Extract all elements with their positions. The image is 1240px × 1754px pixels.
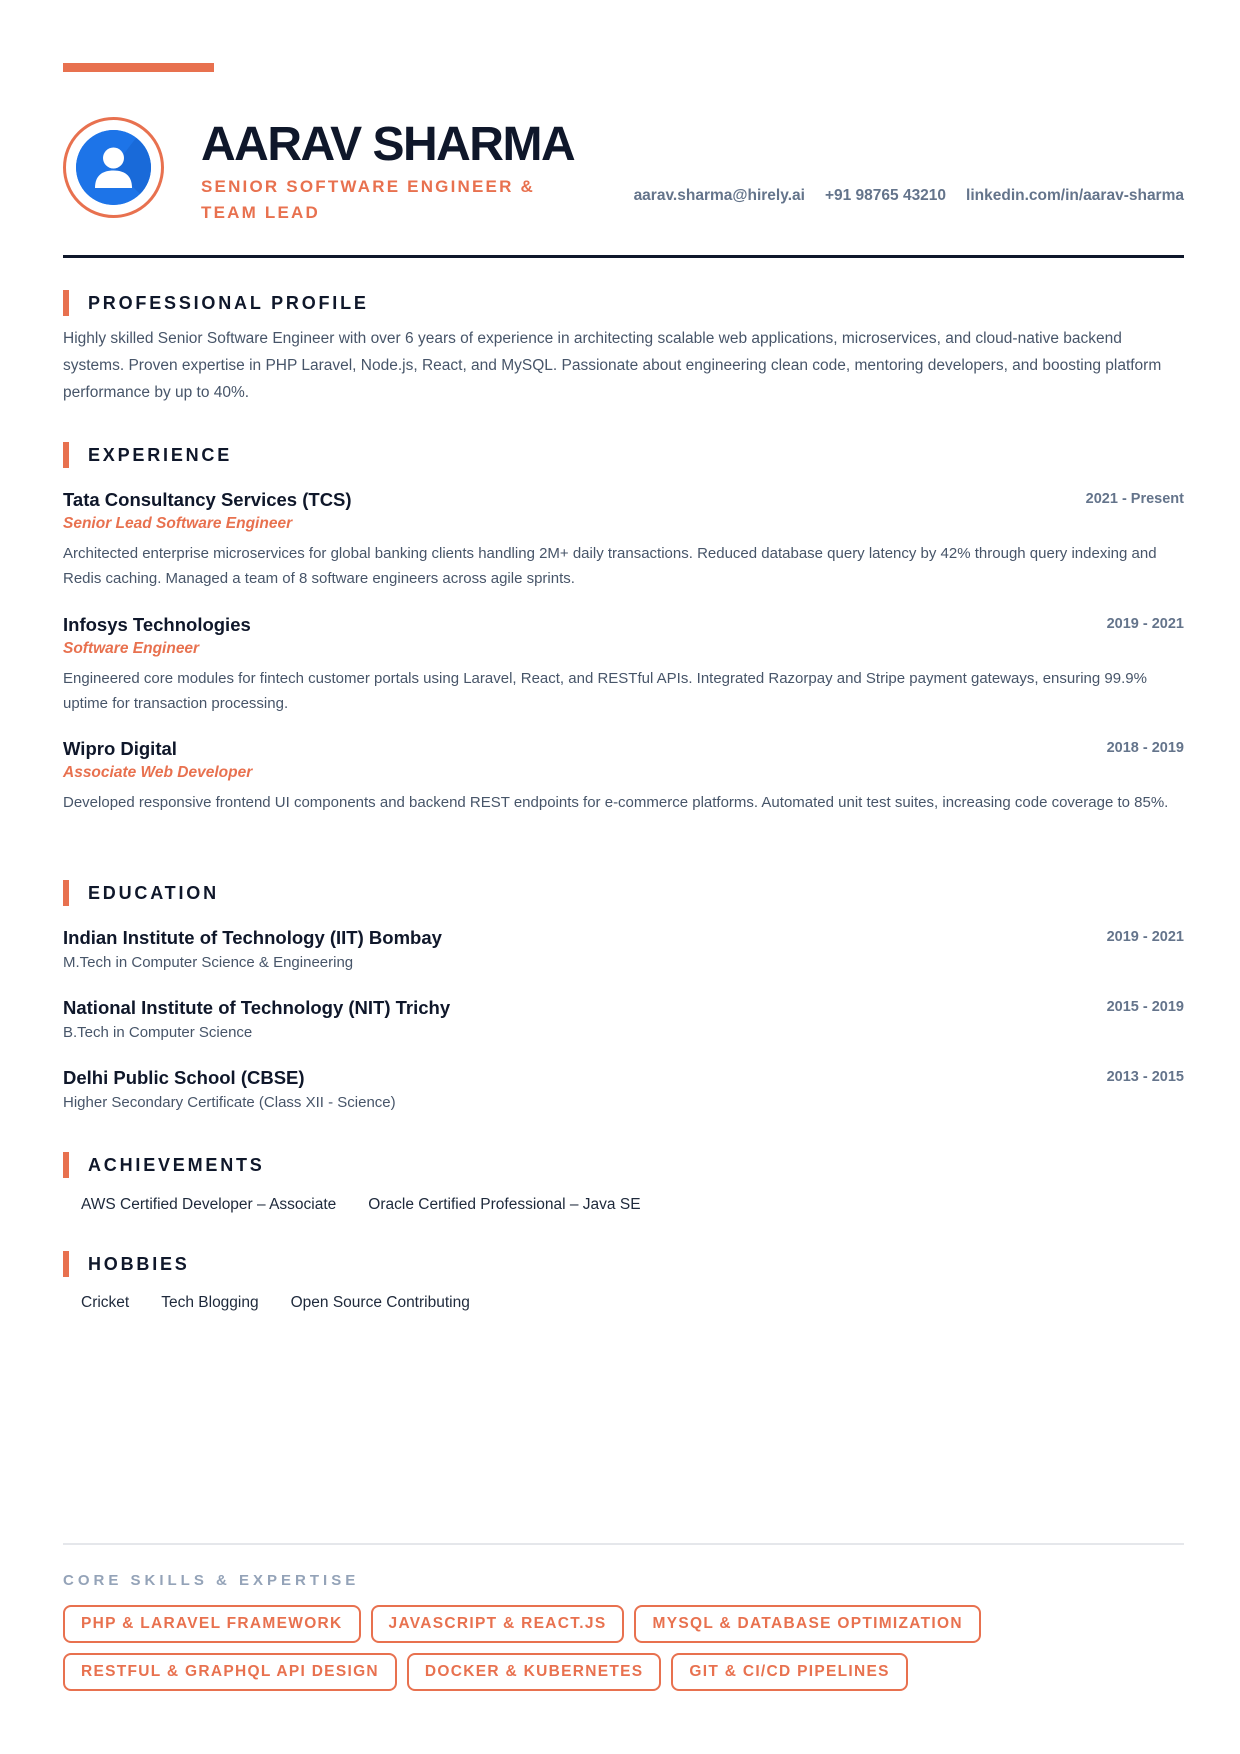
hobby-item: Tech Blogging	[161, 1294, 259, 1311]
achievement-item: Oracle Certified Professional – Java SE	[368, 1196, 641, 1213]
company-name: Infosys Technologies	[63, 614, 251, 635]
degree-name: B.Tech in Computer Science	[63, 1024, 253, 1041]
hobby-list	[81, 1294, 470, 1312]
contact-email[interactable]: aarav.sharma@hirely.ai	[633, 187, 805, 204]
section-accent-bar	[63, 880, 69, 906]
experience-entry	[63, 737, 1184, 815]
contact-list	[634, 187, 1184, 205]
avatar	[63, 117, 164, 218]
candidate-name: AARAV SHARMA	[201, 118, 575, 171]
skill-chip: MYSQL & DATABASE OPTIMIZATION	[634, 1605, 980, 1643]
section-heading-hobbies	[63, 1251, 190, 1277]
top-accent-bar	[63, 63, 214, 72]
experience-entry	[63, 613, 1184, 716]
company-name: Wipro Digital	[63, 738, 177, 759]
skill-chip: GIT & CI/CD PIPELINES	[671, 1653, 907, 1691]
job-description: Architected enterprise microservices for global banking clients handling 2M+ daily transactions. Reduced database query latency by 42% through query indexing and Redis caching. Managed a team of 8 software engineers across agile sprints.	[63, 545, 1157, 587]
candidate-title: SENIOR SOFTWARE ENGINEER & TEAM LEAD	[201, 177, 535, 222]
skills-heading: CORE SKILLS & EXPERTISE	[63, 1572, 360, 1589]
profile-summary: Highly skilled Senior Software Engineer with over 6 years of experience in architecting scalable web applications, microservices, and cloud-native backend systems. Proven expertise in PHP Laravel, Node.js, React, and MySQL. Passionate about engineering clean code, mentoring developers, and boosting platform performance by up to 40%.	[63, 330, 1162, 401]
user-avatar-icon	[76, 130, 151, 205]
school-name: Delhi Public School (CBSE)	[63, 1067, 305, 1088]
section-heading-education	[63, 880, 219, 906]
education-entry	[63, 1066, 1184, 1114]
section-title: HOBBIES	[88, 1253, 190, 1274]
skill-chip: RESTFUL & GRAPHQL API DESIGN	[63, 1653, 397, 1691]
school-name: National Institute of Technology (NIT) Trichy	[63, 997, 451, 1018]
contact-linkedin[interactable]: linkedin.com/in/aarav-sharma	[966, 187, 1184, 204]
section-heading-achievements	[63, 1152, 265, 1178]
job-role: Associate Web Developer	[63, 764, 253, 781]
achievement-item: AWS Certified Developer – Associate	[81, 1196, 337, 1213]
education-entry	[63, 996, 1184, 1044]
section-heading-experience	[63, 442, 232, 468]
section-title: ACHIEVEMENTS	[88, 1154, 265, 1175]
section-title: PROFESSIONAL PROFILE	[88, 292, 369, 313]
degree-name: Higher Secondary Certificate (Class XII - Science)	[63, 1094, 396, 1111]
job-dates: 2018 - 2019	[1106, 740, 1184, 756]
section-accent-bar	[63, 290, 69, 316]
skill-chip: PHP & LARAVEL FRAMEWORK	[63, 1605, 361, 1643]
footer-divider	[63, 1543, 1184, 1545]
job-role: Senior Lead Software Engineer	[63, 515, 293, 532]
section-accent-bar	[63, 1152, 69, 1178]
job-description: Engineered core modules for fintech customer portals using Laravel, React, and RESTful APIs. Integrated Razorpay and Stripe payment gateways, ensuring 99.9% uptime for transaction processing.	[63, 670, 1147, 712]
achievement-list	[81, 1196, 641, 1214]
skills-chip-list	[63, 1605, 1063, 1691]
education-dates: 2015 - 2019	[1106, 999, 1184, 1015]
job-description: Developed responsive frontend UI components and backend REST endpoints for e-commerce platforms. Automated unit test suites, increasing code coverage to 85%.	[63, 794, 1169, 811]
education-dates: 2019 - 2021	[1106, 929, 1184, 945]
experience-entry	[63, 488, 1184, 591]
education-dates: 2013 - 2015	[1106, 1069, 1184, 1085]
section-title: EDUCATION	[88, 882, 219, 903]
education-entry	[63, 926, 1184, 974]
skill-chip: JAVASCRIPT & REACT.JS	[371, 1605, 625, 1643]
contact-phone[interactable]: +91 98765 43210	[824, 187, 947, 204]
section-accent-bar	[63, 442, 69, 468]
section-title: EXPERIENCE	[88, 444, 233, 465]
resume-header	[63, 117, 1184, 222]
hobby-item: Open Source Contributing	[290, 1294, 470, 1311]
skill-chip: DOCKER & KUBERNETES	[407, 1653, 661, 1691]
header-divider	[63, 255, 1184, 258]
hobby-item: Cricket	[81, 1294, 130, 1311]
job-dates: 2019 - 2021	[1106, 616, 1184, 632]
degree-name: M.Tech in Computer Science & Engineering	[63, 954, 354, 971]
school-name: Indian Institute of Technology (IIT) Bombay	[63, 927, 442, 948]
section-accent-bar	[63, 1251, 69, 1277]
job-dates: 2021 - Present	[1085, 491, 1184, 507]
company-name: Tata Consultancy Services (TCS)	[63, 489, 352, 510]
section-heading-profile	[63, 290, 369, 316]
job-role: Software Engineer	[63, 640, 200, 657]
